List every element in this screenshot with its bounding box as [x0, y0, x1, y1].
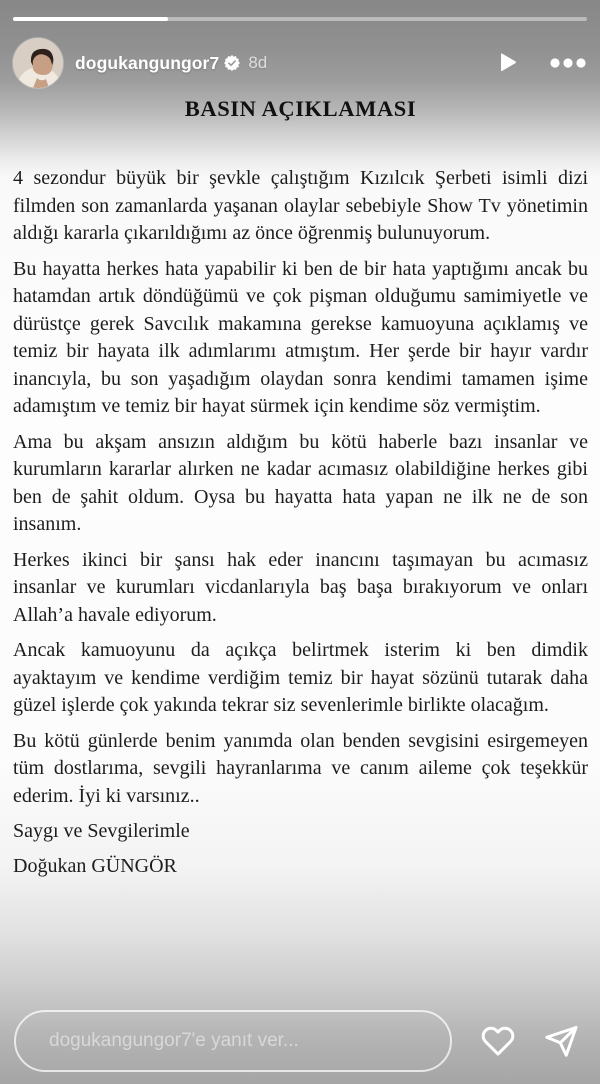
reply-bar	[14, 1010, 584, 1072]
press-release-paragraph: Bu hayatta herkes hata yapabilir ki ben de bir hata yaptığımı ancak bu hatamdan artık döndüğümü ve çok pişman olduğumu samimiyetle ve dürüstçe gerek Savcılık makamına gerekse kamuoyuna açıklamış ve temiz bir hayata ilk adımlarımı atmıştım. Her şerde bir hayır vardır inancıyla, bu son yaşadığım olaydan sonra kendimi tamamen işime adamıştım ve temiz bir hayat sürmek için kendime söz vermiştim.	[13, 257, 588, 417]
press-release-paragraph: Bu kötü günlerde benim yanımda olan benden sevgisini esirgemeyen tüm dostlarıma, sevgili hayranlarıma ve canım aileme çok teşekkür ederim. İyi ki varsınız..	[13, 729, 588, 807]
direct-share-icon	[543, 1023, 579, 1059]
press-release-title: BASIN AÇIKLAMASI	[184, 96, 417, 121]
username[interactable]: dogukangungor7	[75, 52, 220, 73]
press-release-paragraph: Ama bu akşam ansızın aldığım bu kötü haberle bazı insanlar ve kurumların kararlar alırken ne kadar acımasız olabildiğine herkes gibi ben de şahit oldum. Oysa bu hayatta hata yapan ne ilk ne de son insanım.	[13, 430, 588, 535]
closing-line: Saygı ve Sevgilerimle	[13, 820, 190, 842]
press-release-paragraph: 4 sezondur büyük bir şevkle çalıştığım Kızılcık Şerbeti isimli dizi filmden son zamanlarda yaşanan olaylar sebebiyle Show Tv yönetimin aldığı kararla çıkarıldığımı az önce öğrenmiş bulunuyorum.	[13, 167, 588, 244]
reply-input[interactable]	[14, 1010, 452, 1072]
share-button[interactable]	[543, 1023, 579, 1059]
like-button[interactable]	[481, 1024, 515, 1058]
heart-icon	[481, 1024, 515, 1058]
press-release-body	[13, 165, 588, 810]
signature-line: Doğukan GÜNGÖR	[13, 854, 177, 877]
story-timestamp: 8d	[248, 53, 268, 72]
press-release-paragraph: Herkes ikinci bir şansı hak eder inancını taşımayan bu acımasız insanlar ve kurumları vicdanlarıyla baş başa bırakıyorum ve onları Allah’a havale ediyorum.	[13, 548, 588, 626]
press-release-paragraph: Ancak kamuoyunu da açıkça belirtmek isterim ki ben dimdik ayaktayım ve kendime verdiğim temiz bir hayat sözünü tutarak daha güzel işlerde çok yakında tekrar siz sevenlerimle birlikte olacağım.	[13, 639, 588, 716]
